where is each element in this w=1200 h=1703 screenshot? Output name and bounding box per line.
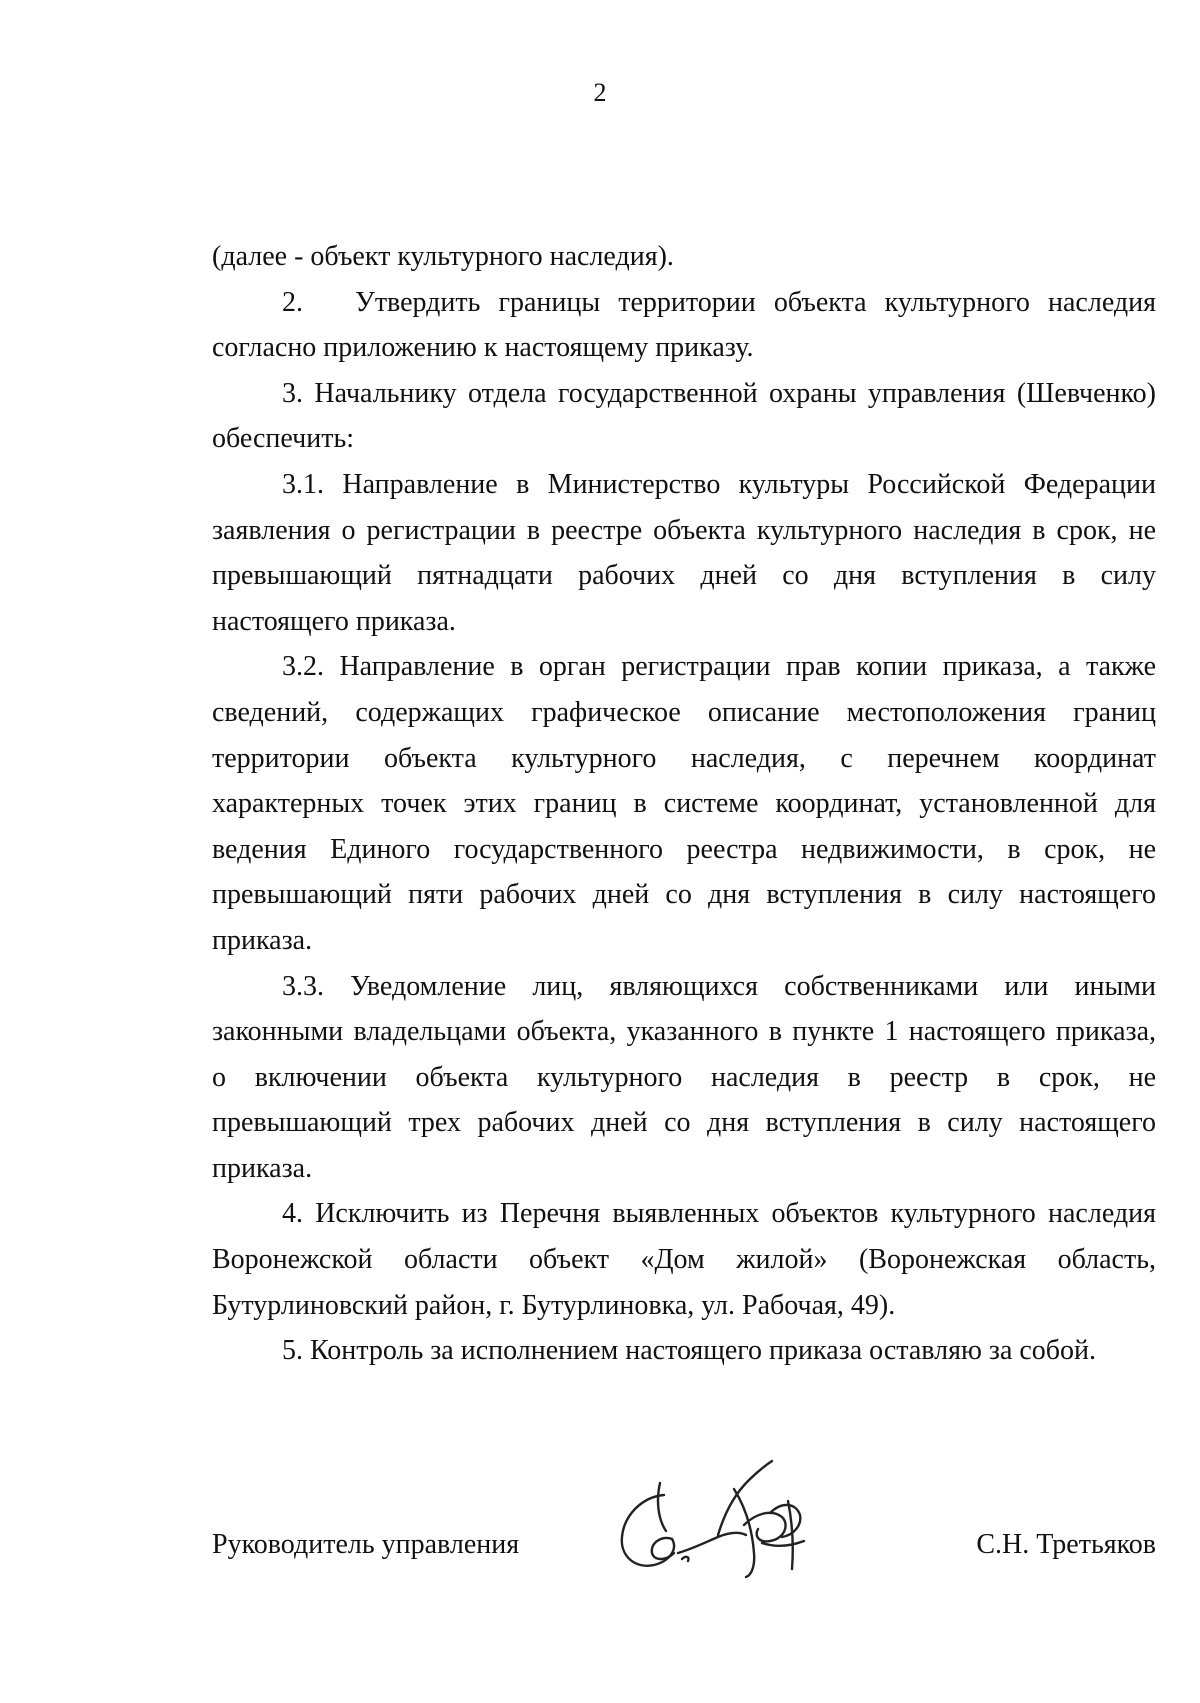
- item-2-line: [212, 280, 1156, 326]
- body-line: 3. Начальнику отдела государственной охраны управления (Шевченко): [282, 377, 1156, 409]
- body-line: превышающий трех рабочих дней со дня вступления в силу настоящего: [212, 1107, 1156, 1139]
- body-line: заявления о регистрации в реестре объекта культурного наследия в срок, не: [212, 514, 1156, 546]
- signature-block: [212, 1525, 1156, 1565]
- body-line: 3.1. Направление в Министерство культуры Российской Федерации: [282, 468, 1156, 500]
- handwritten-signature: [612, 1453, 822, 1581]
- body-line: 3.3. Уведомление лиц, являющихся собственниками или иными: [282, 970, 1156, 1002]
- page-number: 2: [593, 78, 607, 107]
- body-line: ведения Единого государственного реестра недвижимости, в срок, не: [212, 833, 1156, 865]
- body-line: приказа.: [212, 1152, 313, 1184]
- body-line: Бутурлиновский район, г. Бутурлиновка, ул. Рабочая, 49).: [212, 1289, 896, 1321]
- body-line: 3.2. Направление в орган регистрации прав копии приказа, а также: [282, 651, 1156, 683]
- body-line: сведений, содержащих графическое описание местоположения границ: [212, 696, 1156, 728]
- body-line: превышающий пяти рабочих дней со дня вступления в силу настоящего: [212, 879, 1156, 911]
- body-line: (далее - объект культурного наследия).: [212, 241, 674, 272]
- item-2-text: Утвердить границы территории объекта культурного наследия: [355, 286, 1156, 318]
- item-2-number: 2.: [282, 286, 303, 318]
- signatory-name: С.Н. Третьяков: [976, 1529, 1156, 1560]
- body-line: о включении объекта культурного наследия в реестр в срок, не: [212, 1061, 1156, 1093]
- body-line: 5. Контроль за исполнением настоящего приказа оставляю за собой.: [282, 1335, 1097, 1367]
- body-line: обеспечить:: [212, 423, 354, 455]
- body-line: настоящего приказа.: [212, 605, 456, 637]
- body-line: Воронежской области объект «Дом жилой» (Воронежская область,: [212, 1244, 1156, 1276]
- body-line: превышающий пятнадцати рабочих дней со дня вступления в силу: [212, 560, 1156, 592]
- body-line: приказа.: [212, 924, 313, 956]
- document-body: [212, 234, 1156, 1374]
- body-line: законными владельцами объекта, указанного в пункте 1 настоящего приказа,: [212, 1016, 1156, 1048]
- body-line: территории объекта культурного наследия, с перечнем координат: [212, 742, 1156, 774]
- body-line: 4. Исключить из Перечня выявленных объектов культурного наследия: [282, 1198, 1156, 1230]
- body-line: характерных точек этих границ в системе координат, установленной для: [212, 788, 1156, 820]
- body-line: согласно приложению к настоящему приказу.: [212, 332, 754, 364]
- signatory-title: Руководитель управления: [212, 1529, 520, 1560]
